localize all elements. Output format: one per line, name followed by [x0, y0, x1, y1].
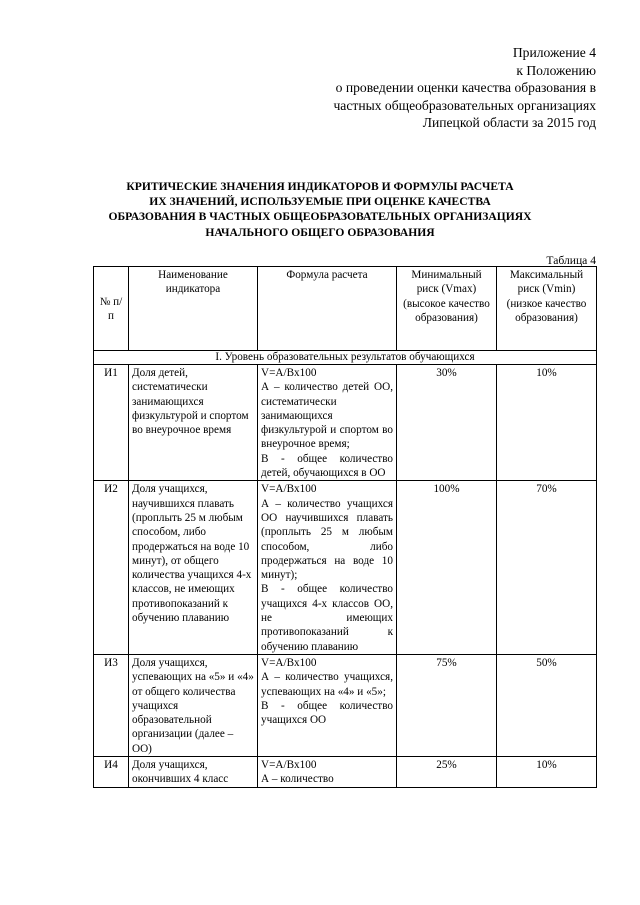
- row-max-risk: 70%: [497, 481, 597, 655]
- appendix-line: Приложение 4: [512, 45, 596, 60]
- formula-main: V=A/Bx100: [261, 759, 317, 772]
- row-num: И3: [94, 654, 129, 756]
- table-row: [94, 757, 597, 788]
- formula-b: В - общее количество детей, обучающихся в ОО: [261, 452, 393, 480]
- row-formula: [258, 365, 397, 481]
- header-max-risk: Максимальный риск (Vmin) (низкое качество образования): [497, 267, 597, 351]
- row-name: Доля учащихся, научившихся плавать (проплыть 25 м любым способом, либо продержаться на воде 10 минут), от общего количества учащихся 4-х классов, не имеющих противопоказаний к обучению плаванию: [129, 481, 258, 655]
- formula-main: V=A/Bx100: [261, 367, 317, 379]
- row-max-risk: 10%: [497, 757, 597, 788]
- row-max-risk: 50%: [497, 654, 597, 756]
- appendix-header: [333, 44, 596, 132]
- appendix-line: Липецкой области за 2015 год: [422, 115, 596, 131]
- row-num: И2: [94, 481, 129, 655]
- formula-b: В - общее количество учащихся 4-х классов ОО, не имеющих противопоказаний к обучению плаванию: [261, 583, 393, 653]
- row-min-risk: 100%: [397, 481, 497, 655]
- title-line: ИХ ЗНАЧЕНИЙ, ИСПОЛЬЗУЕМЫЕ ПРИ ОЦЕНКЕ КАЧЕСТВА: [149, 195, 491, 209]
- row-formula: [258, 481, 397, 655]
- row-max-risk: 10%: [497, 365, 597, 481]
- formula-a: А – количество: [261, 773, 334, 786]
- row-min-risk: 75%: [397, 654, 497, 756]
- formula-main: V=A/Bx100: [261, 483, 317, 496]
- row-num: И4: [94, 757, 129, 788]
- table-row: [94, 654, 597, 756]
- title-line: ОБРАЗОВАНИЯ В ЧАСТНЫХ ОБЩЕОБРАЗОВАТЕЛЬНЫХ ОРГАНИЗАЦИЯХ: [108, 210, 532, 224]
- row-formula: [258, 654, 397, 756]
- row-min-risk: 30%: [397, 365, 497, 481]
- row-num: И1: [94, 365, 129, 481]
- document-title: [60, 179, 580, 240]
- formula-a: А – количество учащихся, успевающих на «4» и «5»;: [261, 671, 393, 698]
- section-row: [94, 351, 597, 365]
- title-line: НАЧАЛЬНОГО ОБЩЕГО ОБРАЗОВАНИЯ: [205, 225, 435, 239]
- title-line: КРИТИЧЕСКИЕ ЗНАЧЕНИЯ ИНДИКАТОРОВ И ФОРМУЛЫ РАСЧЕТА: [126, 180, 514, 193]
- formula-main: V=A/Bx100: [261, 656, 317, 669]
- row-name: Доля детей, систематически занимающихся физкультурой и спортом во внеурочное время: [129, 365, 258, 481]
- row-name: Доля учащихся, окончивших 4 класс: [129, 757, 258, 788]
- appendix-line: частных общеобразовательных организациях: [333, 97, 596, 113]
- header-min-risk: Минимальный риск (Vmax) (высокое качество образования): [397, 267, 497, 351]
- table-header-row: [94, 267, 597, 351]
- indicators-table: [93, 266, 597, 788]
- row-formula: [258, 757, 397, 788]
- header-formula: Формула расчета: [258, 267, 397, 351]
- formula-a: А – количество детей ОО, систематически занимающихся физкультурой и спортом во внеурочное время;: [261, 381, 393, 451]
- appendix-line: о проведении оценки качества образования в: [335, 80, 596, 96]
- section-title: I. Уровень образовательных результатов обучающихся: [94, 351, 597, 365]
- header-num: № п/п: [94, 267, 129, 351]
- table-row: [94, 481, 597, 655]
- table-label: Таблица 4: [546, 254, 596, 267]
- row-min-risk: 25%: [397, 757, 497, 788]
- header-name: Наименование индикатора: [129, 267, 258, 351]
- table-row: [94, 365, 597, 481]
- row-name: Доля учащихся, успевающих на «5» и «4» от общего количества учащихся образовательной организации (далее – ОО): [129, 654, 258, 756]
- formula-b: В - общее количество учащихся ОО: [261, 699, 393, 727]
- formula-a: А – количество учащихся ОО научившихся плавать (проплыть 25 м любым способом, либо продержаться на воде 10 минут);: [261, 497, 393, 582]
- appendix-line: к Положению: [516, 62, 596, 78]
